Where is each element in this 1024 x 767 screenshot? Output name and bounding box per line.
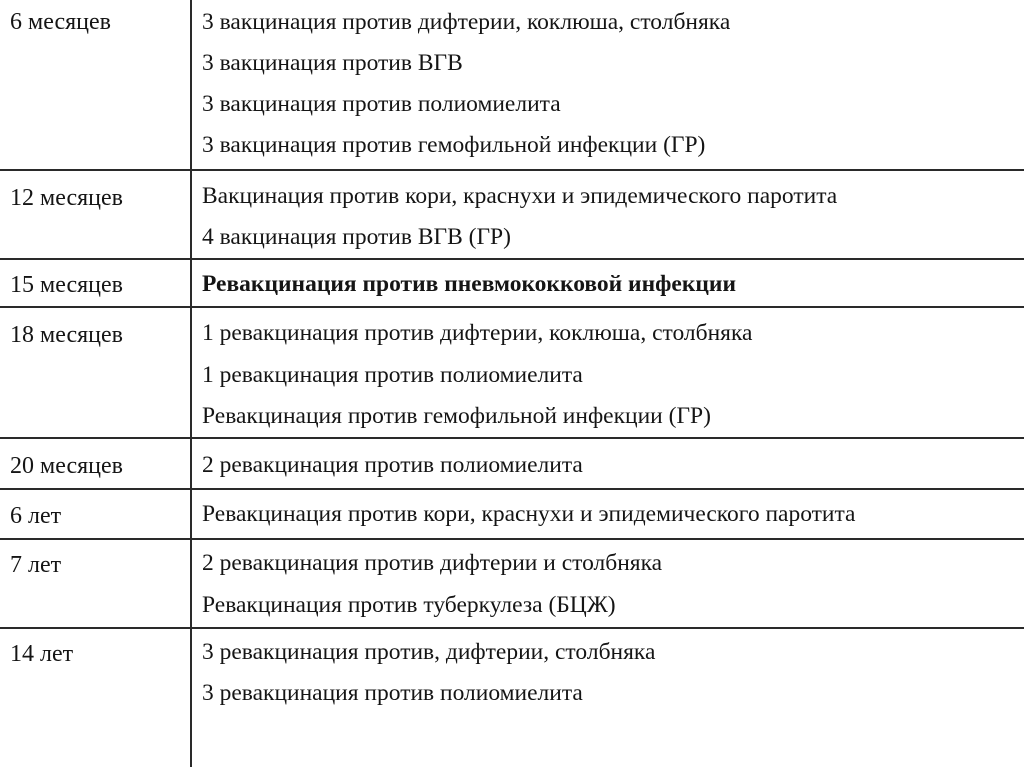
- vaccine-item: 4 вакцинация против ВГВ (ГР): [202, 224, 511, 250]
- row-divider: [0, 627, 1024, 629]
- row-divider: [0, 169, 1024, 171]
- row-divider: [0, 258, 1024, 260]
- vaccine-item: Ревакцинация против гемофильной инфекции (ГР): [202, 403, 711, 429]
- vaccine-item: Ревакцинация против туберкулеза (БЦЖ): [202, 592, 616, 618]
- column-divider: [190, 0, 192, 767]
- vaccine-item: 3 ревакцинация против полиомиелита: [202, 680, 583, 706]
- vaccine-item: 3 вакцинация против полиомиелита: [202, 91, 561, 117]
- age-cell: 6 месяцев: [10, 9, 111, 35]
- age-cell: 20 месяцев: [10, 453, 123, 479]
- age-cell: 7 лет: [10, 552, 62, 578]
- age-cell: 12 месяцев: [10, 185, 123, 211]
- vaccine-item: 2 ревакцинация против полиомиелита: [202, 452, 583, 478]
- vaccine-item: 3 ревакцинация против, дифтерии, столбняка: [202, 639, 656, 665]
- vaccine-item: 1 ревакцинация против дифтерии, коклюша, столбняка: [202, 320, 753, 346]
- vaccine-item: 2 ревакцинация против дифтерии и столбняка: [202, 550, 663, 576]
- row-divider: [0, 538, 1024, 540]
- vaccine-item: 1 ревакцинация против полиомиелита: [202, 362, 583, 388]
- age-cell: 15 месяцев: [10, 272, 123, 298]
- vaccine-item: Вакцинация против кори, краснухи и эпидемического паротита: [202, 183, 838, 209]
- row-divider: [0, 488, 1024, 490]
- row-divider: [0, 437, 1024, 439]
- age-cell: 6 лет: [10, 503, 62, 529]
- vaccine-item: 3 вакцинация против гемофильной инфекции (ГР): [202, 132, 706, 158]
- age-cell: 14 лет: [10, 641, 74, 667]
- row-divider: [0, 306, 1024, 308]
- vaccine-item: Ревакцинация против пневмококковой инфекции: [202, 271, 736, 297]
- vaccine-item: Ревакцинация против кори, краснухи и эпидемического паротита: [202, 501, 856, 527]
- vaccine-item: 3 вакцинация против ВГВ: [202, 50, 463, 76]
- vaccine-item: 3 вакцинация против дифтерии, коклюша, столбняка: [202, 9, 731, 35]
- age-cell: 18 месяцев: [10, 322, 123, 348]
